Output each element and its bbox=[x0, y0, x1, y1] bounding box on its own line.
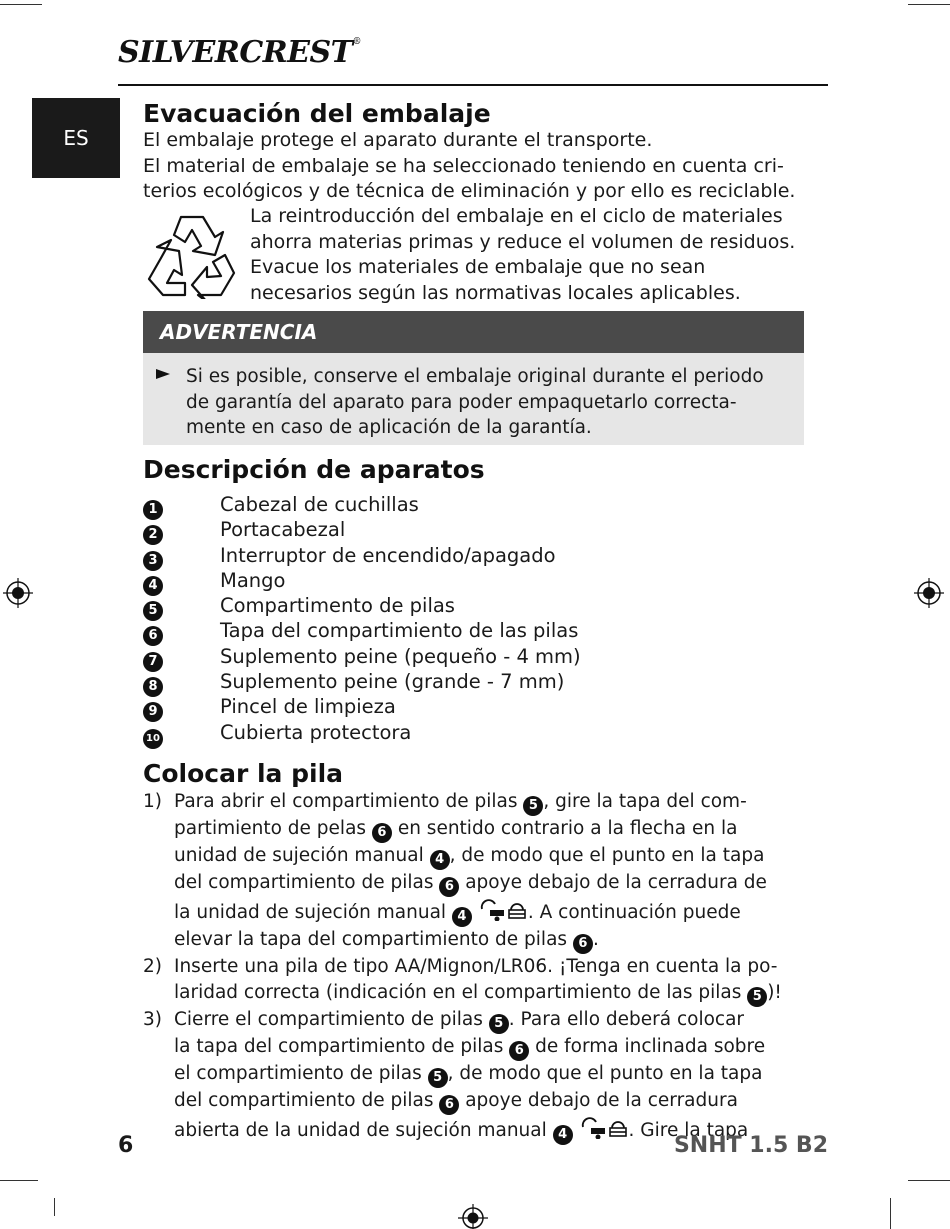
step-text: . Para ello deberá colocar bbox=[508, 1008, 745, 1030]
parts-list bbox=[143, 492, 743, 745]
list-item bbox=[143, 492, 743, 517]
text-line: El material de embalaje se ha seleccionado teniendo en cuenta cri- bbox=[143, 154, 784, 177]
language-tab: ES bbox=[32, 98, 120, 178]
step-line bbox=[143, 843, 823, 870]
model-number: SNHT 1.5 B2 bbox=[673, 1133, 828, 1158]
part-ref-badge: 6 bbox=[573, 934, 593, 954]
list-item bbox=[143, 543, 743, 568]
brand-crest: CREST bbox=[239, 35, 353, 70]
part-ref-badge: 6 bbox=[439, 877, 459, 897]
page-number: 6 bbox=[118, 1133, 134, 1158]
part-number-badge: 10 bbox=[143, 729, 163, 749]
step-text: partimiento de pelas bbox=[174, 818, 372, 839]
part-ref-badge: 4 bbox=[430, 850, 450, 870]
step-marker: 2) bbox=[143, 956, 162, 977]
text-line: necesarios según las normativas locales aplicables. bbox=[250, 281, 741, 304]
step-text: laridad correcta (indicación en el compartimiento de las pilas bbox=[174, 981, 748, 1003]
text-line: terios ecológicos y de técnica de eliminación y por ello es reciclable. bbox=[143, 180, 796, 202]
part-number-badge: 1 bbox=[143, 500, 163, 520]
step-text: en sentido contrario a la flecha en la bbox=[391, 818, 738, 839]
text-line: de garantía del aparato para poder empaquetarlo correcta- bbox=[186, 391, 737, 413]
part-number-badge: 4 bbox=[143, 576, 163, 596]
step-text: . bbox=[592, 929, 599, 950]
battery-title: Colocar la pila bbox=[143, 759, 344, 788]
step-line bbox=[143, 870, 823, 897]
step-line bbox=[143, 897, 823, 927]
part-label: Interruptor de encendido/apagado bbox=[220, 543, 556, 567]
unlock-symbol-icon bbox=[579, 1115, 629, 1139]
list-item bbox=[143, 568, 743, 593]
part-number-badge: 6 bbox=[143, 626, 163, 646]
list-item bbox=[143, 669, 743, 694]
step-line bbox=[143, 954, 823, 980]
part-ref-badge: 5 bbox=[747, 987, 767, 1007]
parts-title: Descripción de aparatos bbox=[143, 455, 485, 484]
battery-steps bbox=[143, 789, 823, 1145]
text-line: ahorra materias primas y reduce el volumen de residuos. bbox=[250, 230, 796, 253]
part-ref-badge: 5 bbox=[523, 796, 543, 816]
step-text: , de modo que el punto en la tapa bbox=[449, 845, 765, 866]
registration-mark-icon bbox=[3, 578, 33, 608]
crop-mark bbox=[908, 4, 950, 5]
part-label: Mango bbox=[220, 568, 286, 592]
crop-mark bbox=[908, 1180, 950, 1181]
step-line bbox=[143, 789, 823, 816]
unlock-symbol-icon bbox=[478, 897, 528, 921]
step-text: elevar la tapa del compartimiento de pilas bbox=[174, 929, 573, 950]
part-label: Suplemento peine (grande - 7 mm) bbox=[220, 670, 565, 694]
warning-text bbox=[186, 364, 764, 441]
packaging-intro bbox=[143, 128, 795, 205]
step-line bbox=[143, 1034, 823, 1061]
part-number-badge: 9 bbox=[143, 702, 163, 722]
step-text: abierta de la unidad de sujeción manual bbox=[174, 1119, 553, 1141]
recycle-icon bbox=[141, 207, 243, 299]
step-text: la unidad de sujeción manual bbox=[174, 902, 452, 923]
crop-mark bbox=[890, 1198, 891, 1229]
part-number-badge: 5 bbox=[143, 601, 163, 621]
step-marker: 1) bbox=[143, 791, 162, 812]
packaging-title: Evacuación del embalaje bbox=[143, 99, 491, 128]
step-text: la tapa del compartimiento de pilas bbox=[174, 1035, 510, 1057]
text-line: Si es posible, conserve el embalaje original durante el periodo bbox=[186, 366, 764, 387]
warning-arrow-icon bbox=[156, 369, 170, 379]
part-number-badge: 2 bbox=[143, 525, 163, 545]
step-line bbox=[143, 980, 823, 1007]
recycle-text bbox=[250, 204, 795, 306]
list-item bbox=[143, 644, 743, 669]
part-number-badge: 3 bbox=[143, 551, 163, 571]
text-line: mente en caso de aplicación de la garantía. bbox=[186, 417, 592, 438]
step-marker: 3) bbox=[143, 1008, 162, 1030]
part-ref-badge: 4 bbox=[452, 907, 472, 927]
part-ref-badge: 5 bbox=[489, 1014, 509, 1034]
brand-silver: SILVER bbox=[118, 35, 240, 70]
part-ref-badge: 6 bbox=[372, 823, 392, 843]
step-text: . A continuación puede bbox=[527, 902, 741, 923]
part-label: Cabezal de cuchillas bbox=[220, 493, 419, 516]
crop-mark bbox=[0, 4, 42, 5]
crop-mark bbox=[0, 1180, 38, 1181]
step-text: )! bbox=[767, 981, 782, 1003]
step-text: . Gire la tapa bbox=[628, 1119, 749, 1141]
part-ref-badge: 5 bbox=[428, 1068, 448, 1088]
brand-mark: ® bbox=[352, 37, 361, 47]
part-label: Suplemento peine (pequeño - 4 mm) bbox=[220, 644, 581, 668]
step-text: Inserte una pila de tipo AA/Mignon/LR06. ¡Tenga en cuenta la po- bbox=[174, 956, 778, 977]
step-text: apoye debajo de la cerradura bbox=[459, 1089, 738, 1111]
step-text: unidad de sujeción manual bbox=[174, 845, 430, 866]
step-text: Para abrir el compartimiento de pilas bbox=[174, 791, 524, 812]
part-label: Tapa del compartimiento de las pilas bbox=[220, 619, 579, 643]
crop-mark bbox=[54, 1198, 55, 1216]
step-text: del compartimiento de pilas bbox=[174, 1089, 440, 1111]
registration-mark-icon bbox=[458, 1204, 488, 1229]
part-ref-badge: 6 bbox=[509, 1041, 529, 1061]
text-line: Evacue los materiales de embalaje que no sean bbox=[250, 256, 706, 278]
part-label: Portacabezal bbox=[220, 518, 346, 542]
step-text: Cierre el compartimiento de pilas bbox=[174, 1008, 489, 1030]
text-line: El embalaje protege el aparato durante el transporte. bbox=[143, 129, 653, 151]
step-text: , de modo que el punto en la tapa bbox=[447, 1062, 763, 1084]
step-text: del compartimiento de pilas bbox=[174, 872, 440, 893]
list-item bbox=[143, 720, 743, 745]
part-ref-badge: 6 bbox=[439, 1095, 459, 1115]
list-item bbox=[143, 618, 743, 643]
brand-logo bbox=[118, 35, 361, 70]
list-item bbox=[143, 694, 743, 719]
step-text: apoye debajo de la cerradura de bbox=[459, 872, 767, 893]
step-line bbox=[143, 1007, 823, 1034]
list-item bbox=[143, 517, 743, 542]
step-text: , gire la tapa del com- bbox=[543, 791, 747, 812]
step-line bbox=[143, 1061, 823, 1088]
part-label: Cubierta protectora bbox=[220, 720, 412, 744]
part-label: Compartimento de pilas bbox=[220, 594, 455, 618]
part-number-badge: 8 bbox=[143, 677, 163, 697]
step-text: el compartimiento de pilas bbox=[174, 1062, 428, 1084]
part-number-badge: 7 bbox=[143, 652, 163, 672]
text-line: La reintroducción del embalaje en el ciclo de materiales bbox=[250, 205, 783, 227]
header-rule bbox=[118, 84, 828, 86]
warning-title: ADVERTENCIA bbox=[143, 311, 804, 353]
part-label: Pincel de limpieza bbox=[220, 695, 396, 719]
registration-mark-icon bbox=[914, 578, 944, 608]
step-line bbox=[143, 816, 823, 843]
list-item bbox=[143, 593, 743, 618]
part-ref-badge: 4 bbox=[553, 1125, 573, 1145]
step-text: de forma inclinada sobre bbox=[529, 1035, 766, 1057]
step-line bbox=[143, 927, 823, 954]
step-line bbox=[143, 1088, 823, 1115]
